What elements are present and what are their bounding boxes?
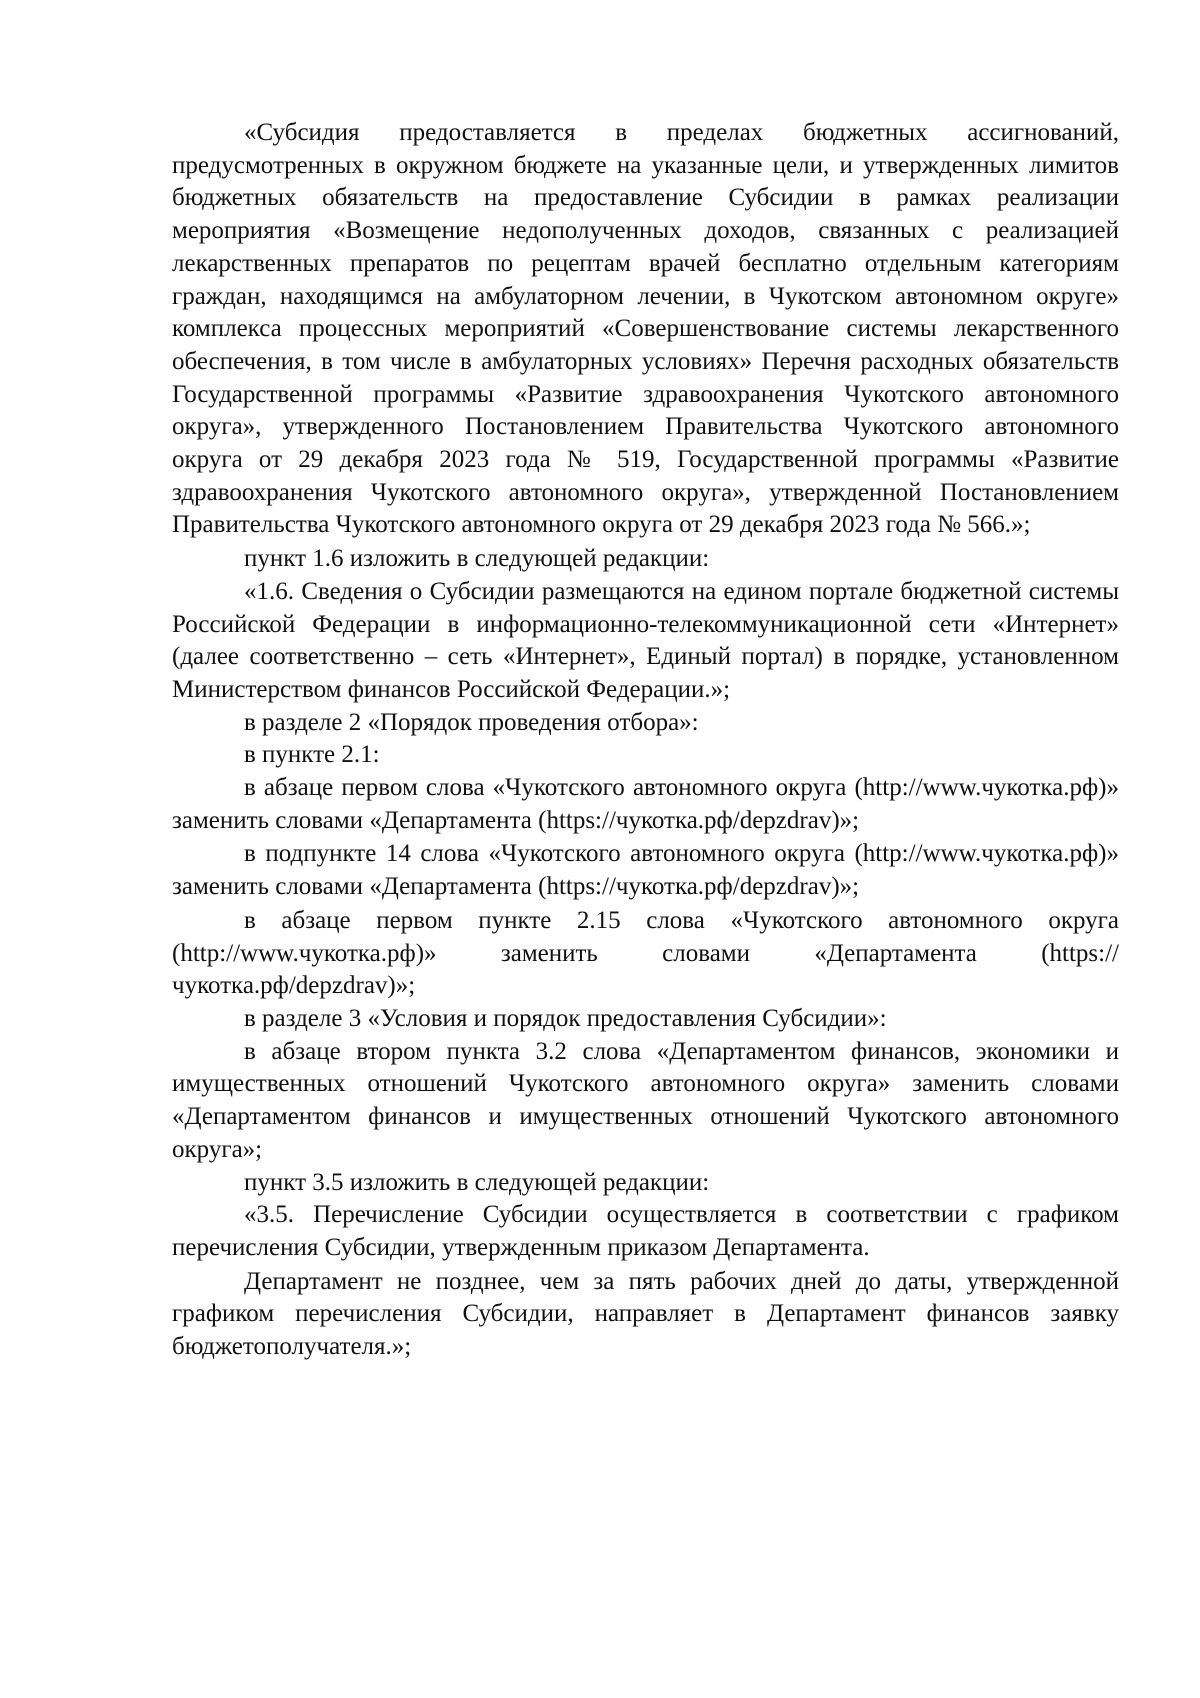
- paragraph-section-2-heading: в разделе 2 «Порядок проведения отбора»:: [244, 708, 699, 736]
- paragraph-department-request: Департамент не позднее, чем за пять рабочих дней до даты, утвержденной графиком перечисления Субсидии, направляет в Департамент финансов заявку бюджетополучателя.»;: [172, 1267, 1119, 1361]
- paragraph-first-abzac-replace: в абзаце первом слова «Чукотского автономного округа (http://www.чукотка.рф)» заменить словами «Департамента (https://чукотка.рф/depzdrav)»;: [172, 774, 1119, 834]
- paragraph-subsidy-limits: «Субсидия предоставляется в пределах бюджетных ассигнований, предусмотренных в окружном бюджете на указанные цели, и утвержденных лимитов бюджетных обязательств на предоставление Субсидии в рамках реализации мероприятия «Возмещение недополученных доходов, связанных с реализацией лекарственных препаратов по рецептам врачей бесплатно отдельным категориям граждан, находящимся на амбулаторном лечении, в Чукотском автономном округе» комплекса процессных мероприятий «Совершенствование системы лекарственного обеспечения, в том числе в амбулаторных условиях» Перечня расходных обязательств Государственной программы «Развитие здравоохранения Чукотского автономного округа», утвержденного Постановлением Правительства Чукотского автономного округа от 29 декабря 2023 года № 519, Государственной программы «Развитие здравоохранения Чукотского автономного округа», утвержденной Постановлением Правительства Чукотского автономного округа от 29 декабря 2023 года № 566.»;: [172, 119, 1119, 539]
- paragraph-point-2-1-intro: в пункте 2.1:: [244, 741, 380, 769]
- paragraph-point-1-6-text: «1.6. Сведения о Субсидии размещаются на едином портале бюджетной системы Российской Федерации в информационно-телекоммуникационной сети «Интернет» (далее соответственно – сеть «Интернет», Единый портал) в порядке, установленном Министерством финансов Российской Федерации.»;: [172, 577, 1119, 703]
- document-page: [172, 117, 1119, 1364]
- paragraph-subpoint-14-replace: в подпункте 14 слова «Чукотского автономного округа (http://www.чукотка.рф)» заменить словами «Департамента (https://чукотка.рф/depzdrav)»;: [172, 840, 1119, 901]
- paragraph-point-3-5-intro: пункт 3.5 изложить в следующей редакции:: [244, 1168, 710, 1196]
- paragraph-section-3-heading: в разделе 3 «Условия и порядок предоставления Субсидии»:: [244, 1004, 887, 1032]
- paragraph-point-3-2-replace: в абзаце втором пункта 3.2 слова «Департаментом финансов, экономики и имущественных отношений Чукотского автономного округа» заменить словами «Департаментом финансов и имущественных отношений Чукотского автономного округа»;: [172, 1037, 1119, 1163]
- paragraph-point-2-15-replace: в абзаце первом пункте 2.15 слова «Чукотского автономного округа (http://www.чукотка.рф)» заменить словами «Департамента (https://чукотка.рф/depzdrav)»;: [172, 906, 1119, 1000]
- paragraph-point-3-5-text: «3.5. Перечисление Субсидии осуществляется в соответствии с графиком перечисления Субсидии, утвержденным приказом Департамента.: [172, 1201, 1119, 1261]
- paragraph-point-1-6-intro: пункт 1.6 изложить в следующей редакции:: [244, 545, 710, 573]
